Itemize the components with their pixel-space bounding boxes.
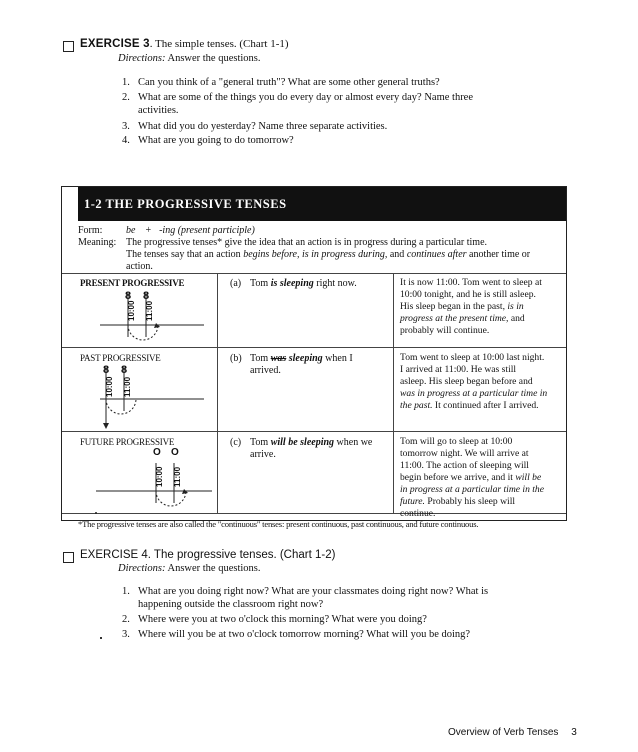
directions-text: Answer the questions.	[167, 563, 261, 574]
svg-text:O: O	[171, 447, 179, 458]
exercise4-directions	[118, 563, 261, 574]
exercise4-question-2: 2. Where were you at two o'clock this morning? What were you doing?	[122, 614, 427, 625]
past-progressive-timeline	[92, 361, 212, 433]
chart-header	[62, 187, 566, 221]
present-progressive-label: PRESENT PROGRESSIVE	[80, 278, 185, 288]
clock-label-2: 11:00	[123, 376, 132, 397]
future-progressive-example-cont: arrive.	[250, 449, 276, 460]
present-progressive-example: (a) Tom is sleeping right now.	[230, 278, 357, 289]
future-progressive-example: (c) Tom will be sleeping when we	[230, 437, 373, 448]
directions-text: Answer the questions.	[167, 53, 261, 64]
exercise3-question-2-cont: activities.	[138, 105, 179, 116]
meaning-line-2: The tenses say that an action begins before, is in progress during, and continues after another time or	[126, 249, 531, 260]
form-line: Form: be + -ing (present participle)	[78, 225, 255, 236]
future-progressive-explanation: Tom will go to sleep at 10:00 tomorrow night. We will arrive at 11:00. The action of sleeping will begin before we arrive, and it will be in progress at a particular time in the future. Probably his sleep will continue.	[400, 436, 544, 519]
grid-line	[393, 273, 394, 513]
exercise3-question-3: 3. What did you do yesterday? Name three separate activities.	[122, 121, 388, 132]
chart-header-side-bar	[62, 187, 78, 221]
stray-mark	[100, 637, 102, 639]
svg-text:O: O	[153, 447, 161, 458]
directions-label: Directions:	[118, 53, 166, 64]
exercise3-title: EXERCISE 3	[80, 38, 150, 50]
exercise4-question-1: 1. What are you doing right now? What are your classmates doing right now? What is	[122, 586, 489, 597]
page-number: 3	[571, 727, 577, 738]
exercise3-question-4: 4. What are you going to do tomorrow?	[122, 135, 294, 146]
exercise3-question-1: 1. Can you think of a "general truth"? What are some other general truths?	[122, 77, 440, 88]
clock-label-1: 10:00	[105, 376, 114, 397]
svg-text:8: 8	[103, 364, 110, 376]
exercise3-directions	[118, 53, 261, 64]
grid-line	[62, 273, 566, 274]
exercise4-heading: EXERCISE 4. The progressive tenses. (Chart 1-2)	[80, 549, 336, 561]
exercise4-checkbox[interactable]	[63, 552, 74, 563]
clock-label-2: 11:00	[145, 300, 154, 321]
chart-heading: 1-2 THE PROGRESSIVE TENSES	[84, 197, 287, 211]
footer-text: Overview of Verb Tenses	[448, 727, 559, 738]
page-footer	[448, 727, 577, 738]
future-progressive-timeline	[88, 445, 218, 519]
past-progressive-example-cont: arrived.	[250, 365, 281, 376]
exercise3-heading	[80, 38, 289, 50]
exercise4-question-3: 3. Where will you be at two o'clock tomorrow morning? What will you be doing?	[122, 629, 471, 640]
exercise3-checkbox[interactable]	[63, 41, 74, 52]
svg-text:8: 8	[121, 364, 128, 376]
present-progressive-explanation: It is now 11:00. Tom went to sleep at 10:00 tonight, and he is still asleep. His sleep began in the past, is in progress at the present time, and probably will continue.	[400, 277, 542, 336]
clock-label-1: 10:00	[127, 300, 136, 321]
exercise3-question-2: 2. What are some of the things you do every day or almost every day? Name three	[122, 92, 474, 103]
past-progressive-example: (b) Tom was sleeping when I	[230, 353, 353, 364]
exercise3-heading-rest: . The simple tenses. (Chart 1-1)	[149, 38, 289, 50]
exercise4-question-1-cont: happening outside the classroom right now?	[138, 599, 324, 610]
meaning-line-1: Meaning: The progressive tenses* give the idea that an action is in progress during a particular time.	[78, 237, 488, 248]
past-progressive-explanation: Tom went to sleep at 10:00 last night. I arrived at 11:00. He was still asleep. His sleep began before and was in progress at a particular time in the past. It continued after I arrived.	[400, 352, 548, 411]
clock-label-1: 10:00	[155, 466, 164, 487]
meaning-line-3: action.	[126, 261, 153, 272]
clock-label-2: 11:00	[173, 466, 182, 487]
directions-label: Directions:	[118, 563, 166, 574]
grid-line	[62, 347, 566, 348]
chart-footnote: *The progressive tenses are also called the "continuous" tenses: present continuous, past continuous, and future continuous.	[78, 519, 479, 529]
svg-text:8: 8	[143, 290, 150, 302]
past-progressive-label: PAST PROGRESSIVE	[80, 353, 161, 363]
progressive-tenses-chart	[61, 186, 567, 521]
present-progressive-timeline	[92, 287, 212, 347]
svg-text:8: 8	[125, 290, 132, 302]
future-progressive-label: FUTURE PROGRESSIVE	[80, 437, 175, 447]
